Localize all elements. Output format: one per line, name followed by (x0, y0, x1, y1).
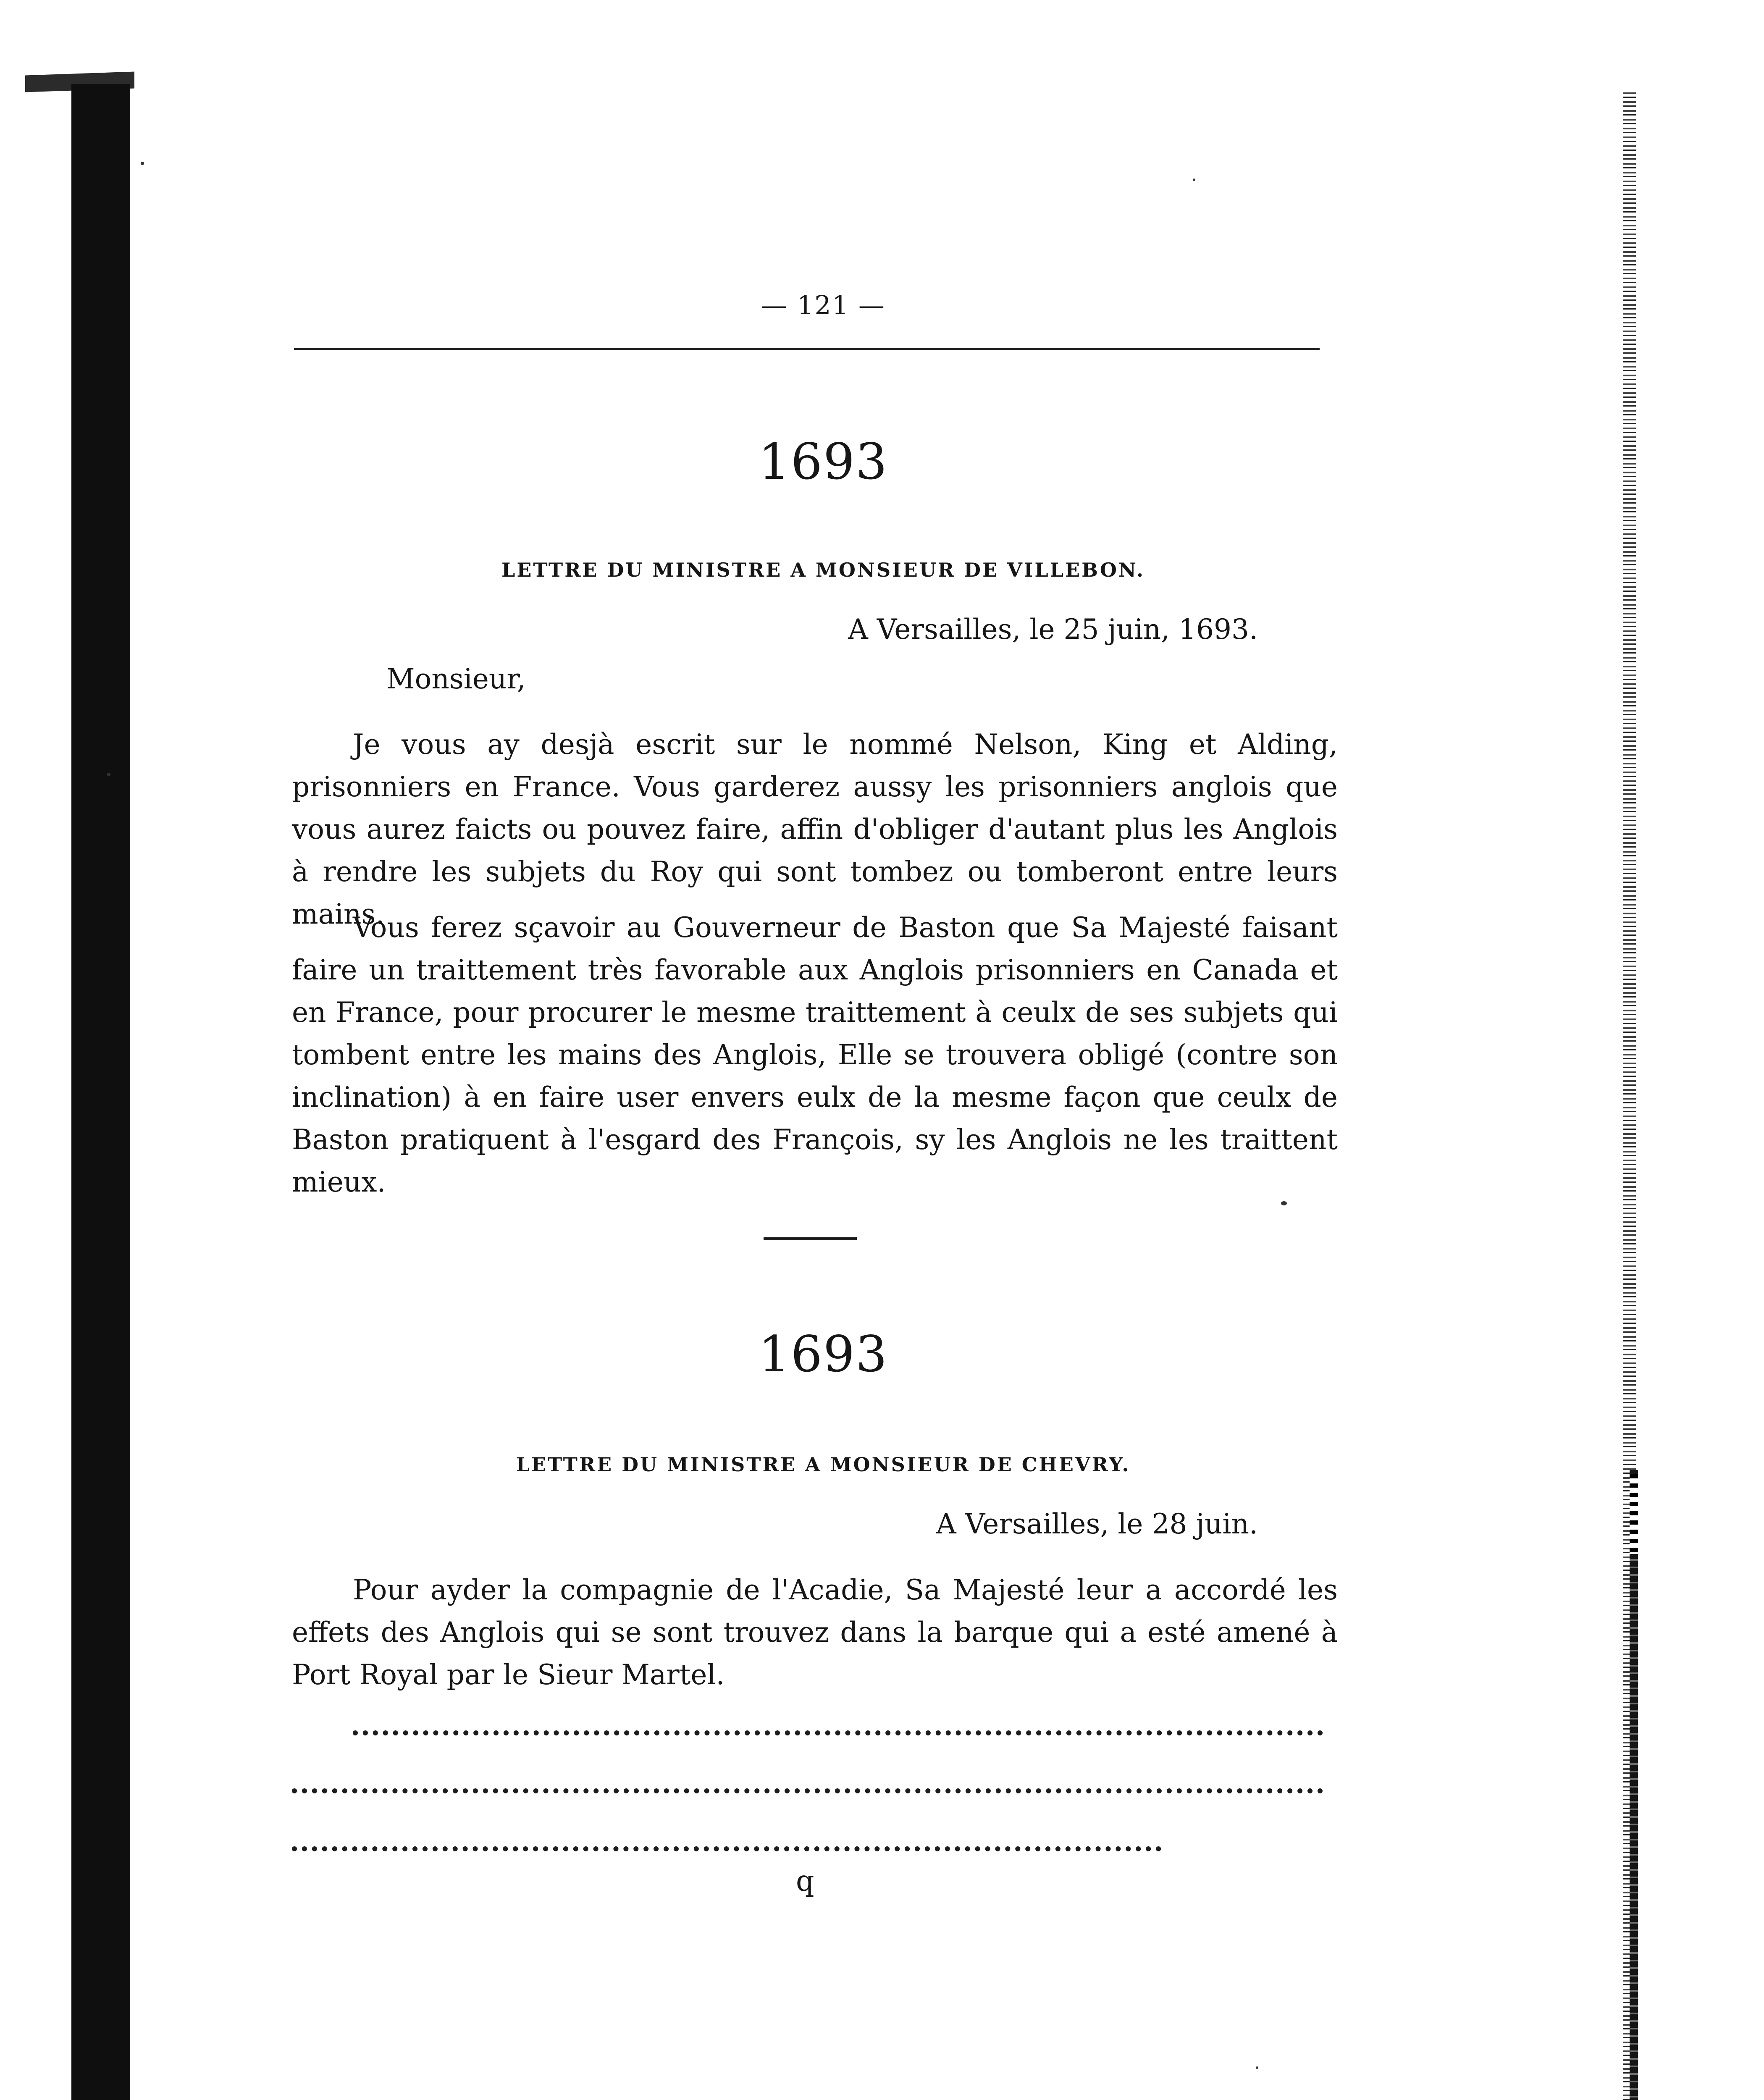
letter-paragraph: Pour ayder la compagnie de l'Acadie, Sa Majesté leur a accordé les effets des Anglois qui se sont trouvez dans la barque qui a esté amené à Port Royal par le Sieur Martel. (292, 1574, 1338, 1691)
letter-paragraph: Je vous ay desjà escrit sur le nommé Nelson, King et Alding, prisonniers en France. Vous garderez aussy les prisonniers anglois que vous aurez faicts ou pouvez faire, affin d'obliger d'autant plus les Anglois à rendre les subjets du Roy qui sont tombez ou tomberont entre leurs mains. (292, 728, 1338, 930)
ellipsis-line (292, 1788, 1323, 1793)
section-year: 1693 (758, 433, 888, 491)
dateline: A Versailles, le 28 juin. (936, 1508, 1258, 1540)
scan-speck (1256, 2066, 1258, 2069)
scan-edge-left (71, 84, 130, 2100)
section-year: 1693 (758, 1325, 888, 1383)
scan-edge-right-dark (1630, 1470, 1638, 2100)
page-number: — 121 — (761, 290, 885, 320)
ellipsis-line (353, 1730, 1323, 1735)
signature-mark: q (796, 1865, 814, 1898)
salutation: Monsieur, (386, 663, 526, 695)
header-rule (294, 348, 1320, 350)
scan-speck (141, 162, 144, 165)
scan-speck (1193, 178, 1195, 181)
scan-edge-right-block (1630, 1474, 1638, 1554)
section-heading: LETTRE DU MINISTRE A MONSIEUR DE CHEVRY. (516, 1453, 1131, 1476)
section-separator (764, 1237, 857, 1240)
section-heading: LETTRE DU MINISTRE A MONSIEUR DE VILLEBON. (501, 559, 1145, 581)
ellipsis-line (292, 1846, 1161, 1851)
scan-speck (107, 773, 110, 776)
letter-paragraph: Vous ferez sçavoir au Gouverneur de Baston que Sa Majesté faisant faire un traittement très favorable aux Anglois prisonniers en Canada et en France, pour procurer le mesme traittement à ceulx de ses subjets qui tombent entre les mains des Anglois, Elle se trouvera obligé (contre son inclination) à en faire user envers eulx de la mesme façon que ceulx de Baston pratiquent à l'esgard des François, sy les Anglois ne les traittent mieux. (292, 911, 1338, 1198)
dateline: A Versailles, le 25 juin, 1693. (848, 613, 1258, 646)
